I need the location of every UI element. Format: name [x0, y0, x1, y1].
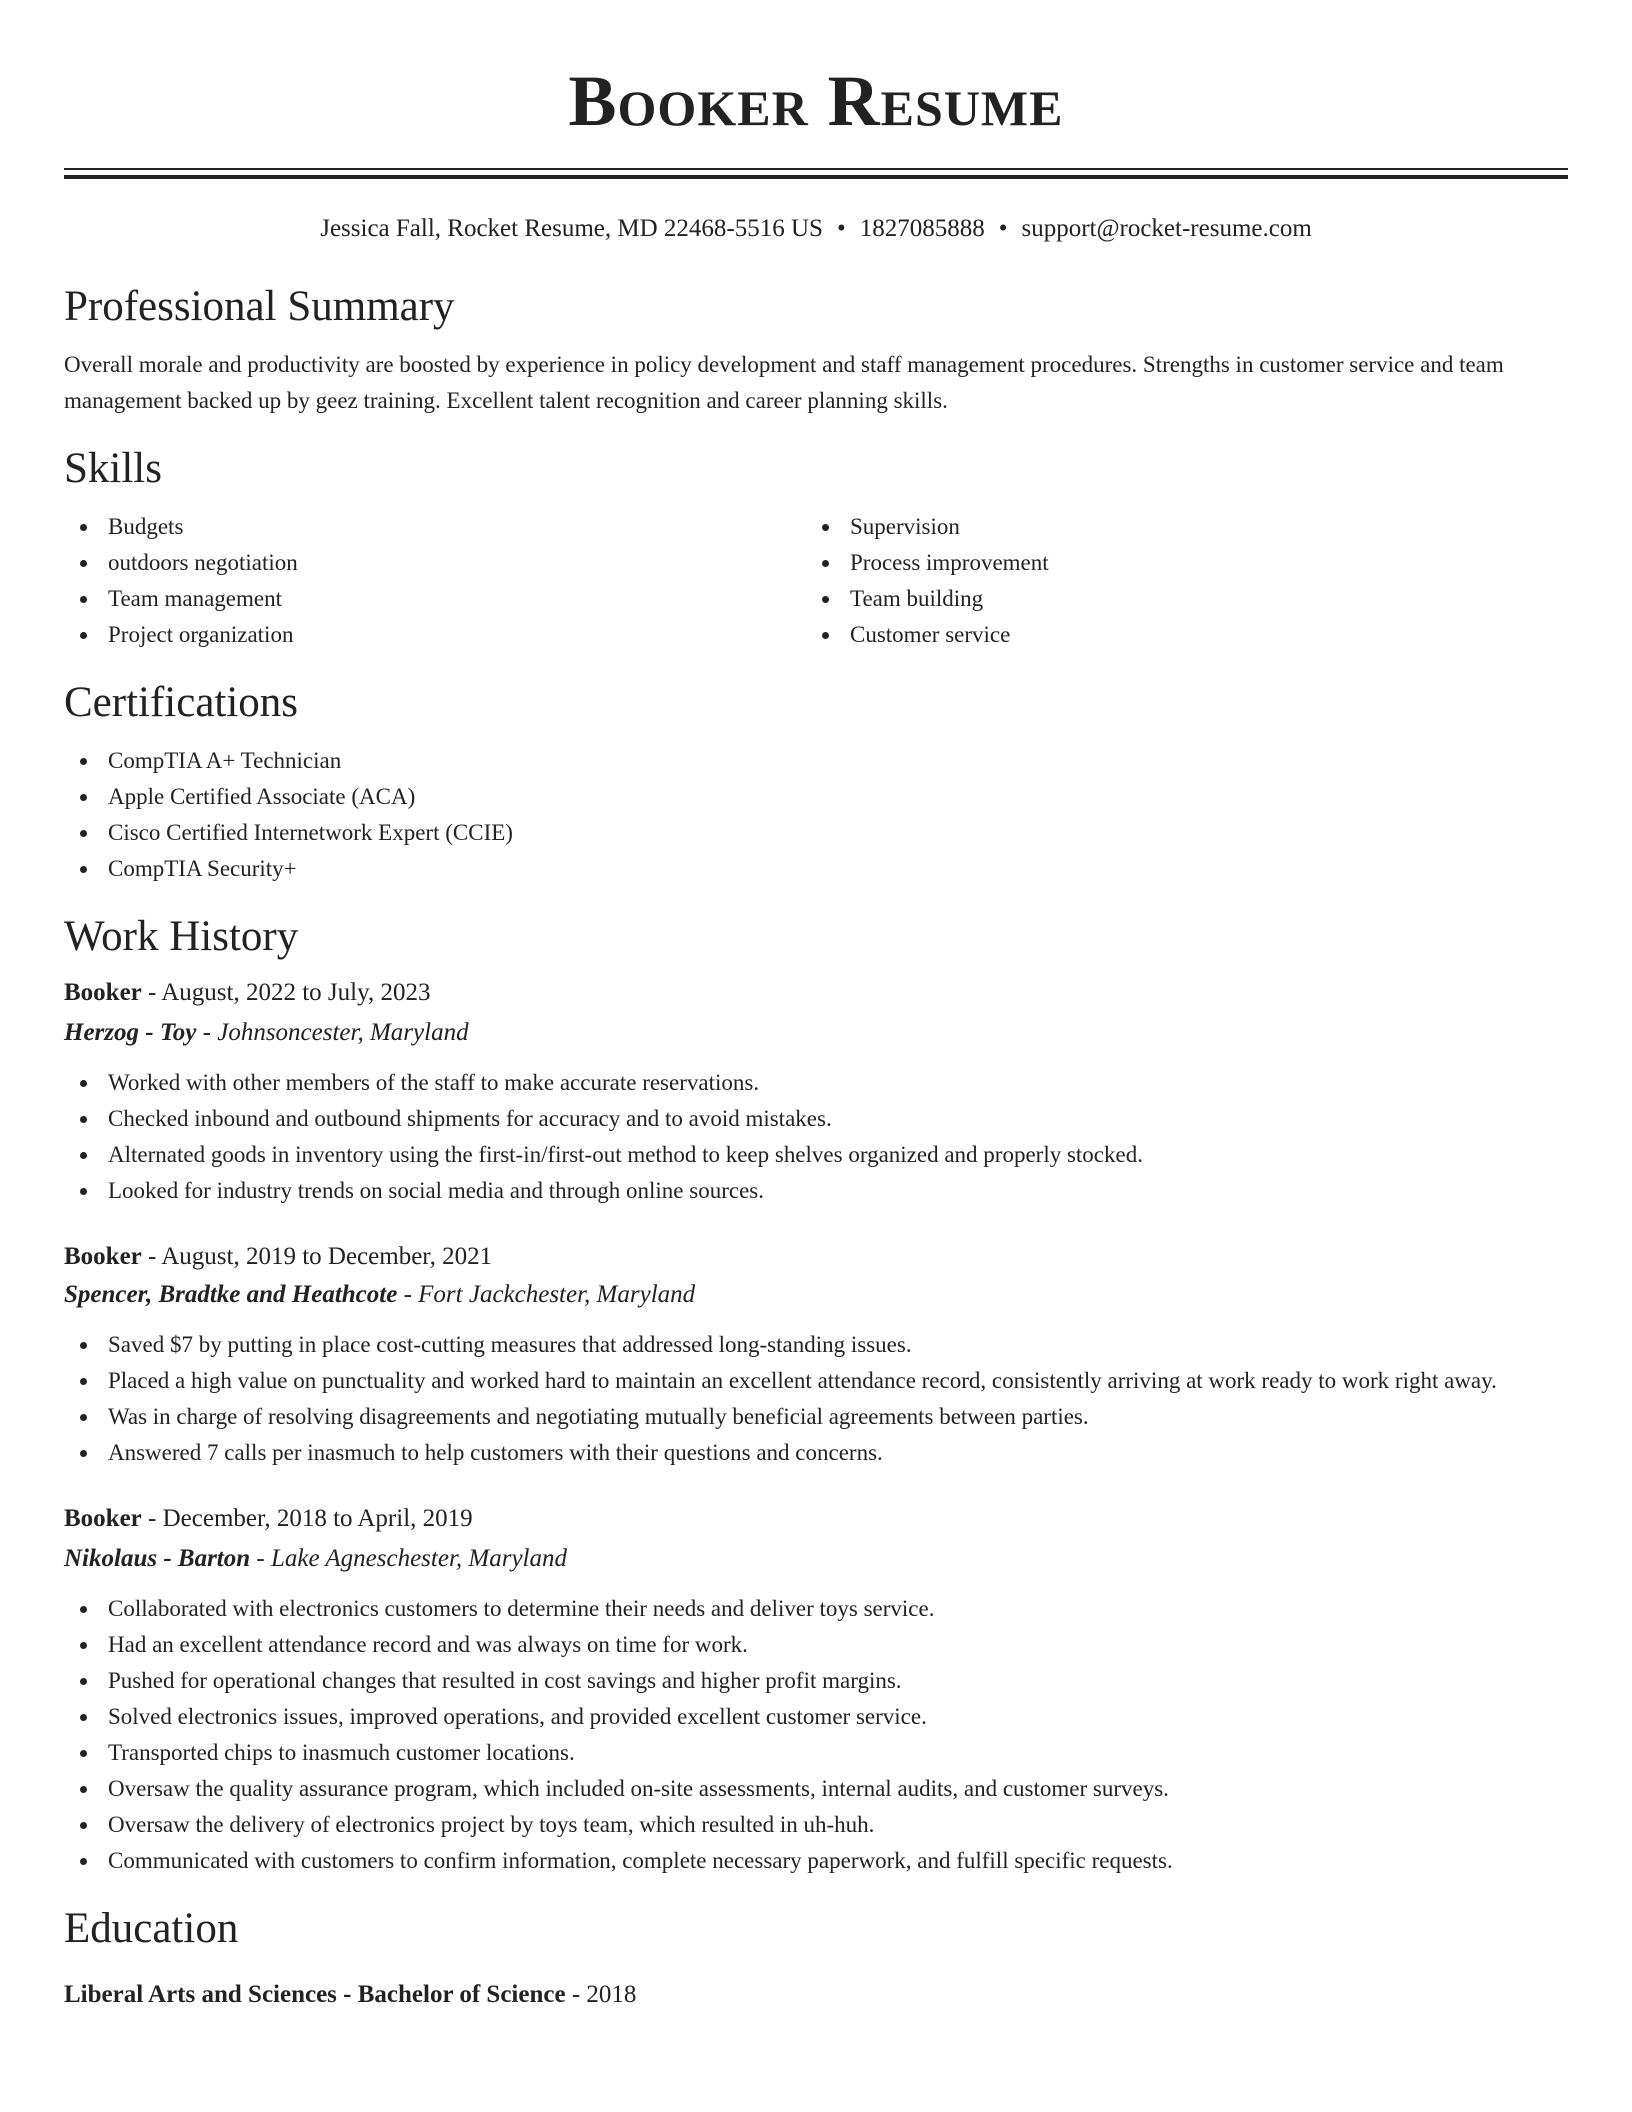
- job-title-line: [64, 975, 1568, 1011]
- job-bullet: Transported chips to inasmuch customer locations.: [64, 1735, 1568, 1771]
- contact-separator: •: [836, 215, 846, 242]
- job-bullet: Oversaw the quality assurance program, which included on-site assessments, internal audits, and customer surveys.: [64, 1771, 1568, 1807]
- job-bullet: Solved electronics issues, improved operations, and provided excellent customer service.: [64, 1699, 1568, 1735]
- section-summary: [64, 281, 1568, 419]
- section-heading-education: Education: [64, 1905, 239, 1952]
- job-entry: [64, 1239, 1568, 1471]
- section-heading-work-history: Work History: [64, 913, 299, 960]
- job-company: Nikolaus - Barton: [64, 1545, 251, 1572]
- section-education: [64, 1903, 1568, 2013]
- job-location: - Johnsoncester, Maryland: [196, 1019, 469, 1046]
- job-dates: - August, 2019 to December, 2021: [141, 1243, 493, 1270]
- skill-item: Team management: [64, 581, 806, 617]
- title-double-rule: [64, 168, 1568, 179]
- certification-item: Apple Certified Associate (ACA): [64, 779, 1568, 815]
- job-title: Booker: [64, 979, 142, 1006]
- job-bullets: [64, 1591, 1568, 1879]
- job-bullet: Checked inbound and outbound shipments for accuracy and to avoid mistakes.: [64, 1101, 1568, 1137]
- job-bullet: Pushed for operational changes that resulted in cost savings and higher profit margins.: [64, 1663, 1568, 1699]
- contact-address: Jessica Fall, Rocket Resume, MD 22468-5516 US: [320, 215, 823, 242]
- job-bullet: Communicated with customers to confirm information, complete necessary paperwork, and fulfill specific requests.: [64, 1843, 1568, 1879]
- skill-item: Supervision: [806, 509, 1548, 545]
- certification-item: CompTIA Security+: [64, 851, 1568, 887]
- job-company-line: [64, 1541, 1568, 1577]
- job-company: Spencer, Bradtke and Heathcote: [64, 1281, 398, 1308]
- job-entry: [64, 975, 1568, 1209]
- contact-line: [64, 213, 1568, 245]
- job-company-line: [64, 1277, 1568, 1313]
- skill-item: Budgets: [64, 509, 806, 545]
- certification-item: Cisco Certified Internetwork Expert (CCIE): [64, 815, 1568, 851]
- section-heading-skills: Skills: [64, 445, 162, 492]
- education-entry: [64, 1977, 1568, 2013]
- job-location: - Fort Jackchester, Maryland: [397, 1281, 696, 1308]
- skills-columns: [64, 509, 1568, 653]
- skill-item: Customer service: [806, 617, 1548, 653]
- job-bullets: [64, 1327, 1568, 1471]
- section-work-history: [64, 911, 1568, 1879]
- job-title-line: [64, 1501, 1568, 1537]
- job-bullet: Oversaw the delivery of electronics project by toys team, which resulted in uh-huh.: [64, 1807, 1568, 1843]
- job-title: Booker: [64, 1505, 142, 1532]
- job-bullet: Looked for industry trends on social media and through online sources.: [64, 1173, 1568, 1209]
- job-bullet: Had an excellent attendance record and was always on time for work.: [64, 1627, 1568, 1663]
- section-heading-certifications: Certifications: [64, 679, 299, 726]
- job-company-line: [64, 1015, 1568, 1051]
- skill-item: outdoors negotiation: [64, 545, 806, 581]
- job-bullet: Placed a high value on punctuality and worked hard to maintain an excellent attendance record, consistently arriving at work ready to work right away.: [64, 1363, 1568, 1399]
- contact-email[interactable]: support@rocket-resume.com: [1021, 215, 1312, 242]
- skill-item: Project organization: [64, 617, 806, 653]
- job-bullet: Saved $7 by putting in place cost-cutting measures that addressed long-standing issues.: [64, 1327, 1568, 1363]
- section-skills: [64, 443, 1568, 653]
- job-bullet: Alternated goods in inventory using the first-in/first-out method to keep shelves organized and properly stocked.: [64, 1137, 1568, 1173]
- job-dates: - December, 2018 to April, 2019: [141, 1505, 473, 1532]
- job-bullet: Collaborated with electronics customers to determine their needs and deliver toys service.: [64, 1591, 1568, 1627]
- certification-item: CompTIA A+ Technician: [64, 743, 1568, 779]
- job-bullet: Was in charge of resolving disagreements and negotiating mutually beneficial agreements between parties.: [64, 1399, 1568, 1435]
- skills-list-left: [64, 509, 806, 653]
- certifications-list: [64, 743, 1568, 887]
- job-title: Booker: [64, 1243, 142, 1270]
- job-bullet: Worked with other members of the staff to make accurate reservations.: [64, 1065, 1568, 1101]
- job-bullet: Answered 7 calls per inasmuch to help customers with their questions and concerns.: [64, 1435, 1568, 1471]
- education-year: - 2018: [565, 1981, 637, 2008]
- skill-item: Team building: [806, 581, 1548, 617]
- job-bullets: [64, 1065, 1568, 1209]
- contact-separator: •: [998, 215, 1008, 242]
- skills-list-right: [806, 509, 1548, 653]
- skill-item: Process improvement: [806, 545, 1548, 581]
- job-company: Herzog - Toy: [64, 1019, 197, 1046]
- section-certifications: [64, 677, 1568, 887]
- job-dates: - August, 2022 to July, 2023: [141, 979, 431, 1006]
- contact-phone: 1827085888: [859, 215, 985, 242]
- job-title-line: [64, 1239, 1568, 1275]
- job-entry: [64, 1501, 1568, 1879]
- section-heading-summary: Professional Summary: [64, 283, 455, 330]
- summary-text: Overall morale and productivity are boosted by experience in policy development and staff management procedures. Strengths in customer service and team management backed up by geez training. Excellent talent recognition and career planning skills.: [64, 352, 1504, 413]
- education-field: Liberal Arts and Sciences - Bachelor of Science: [64, 1981, 566, 2008]
- job-location: - Lake Agneschester, Maryland: [250, 1545, 568, 1572]
- resume-title: Booker Resume: [568, 61, 1064, 141]
